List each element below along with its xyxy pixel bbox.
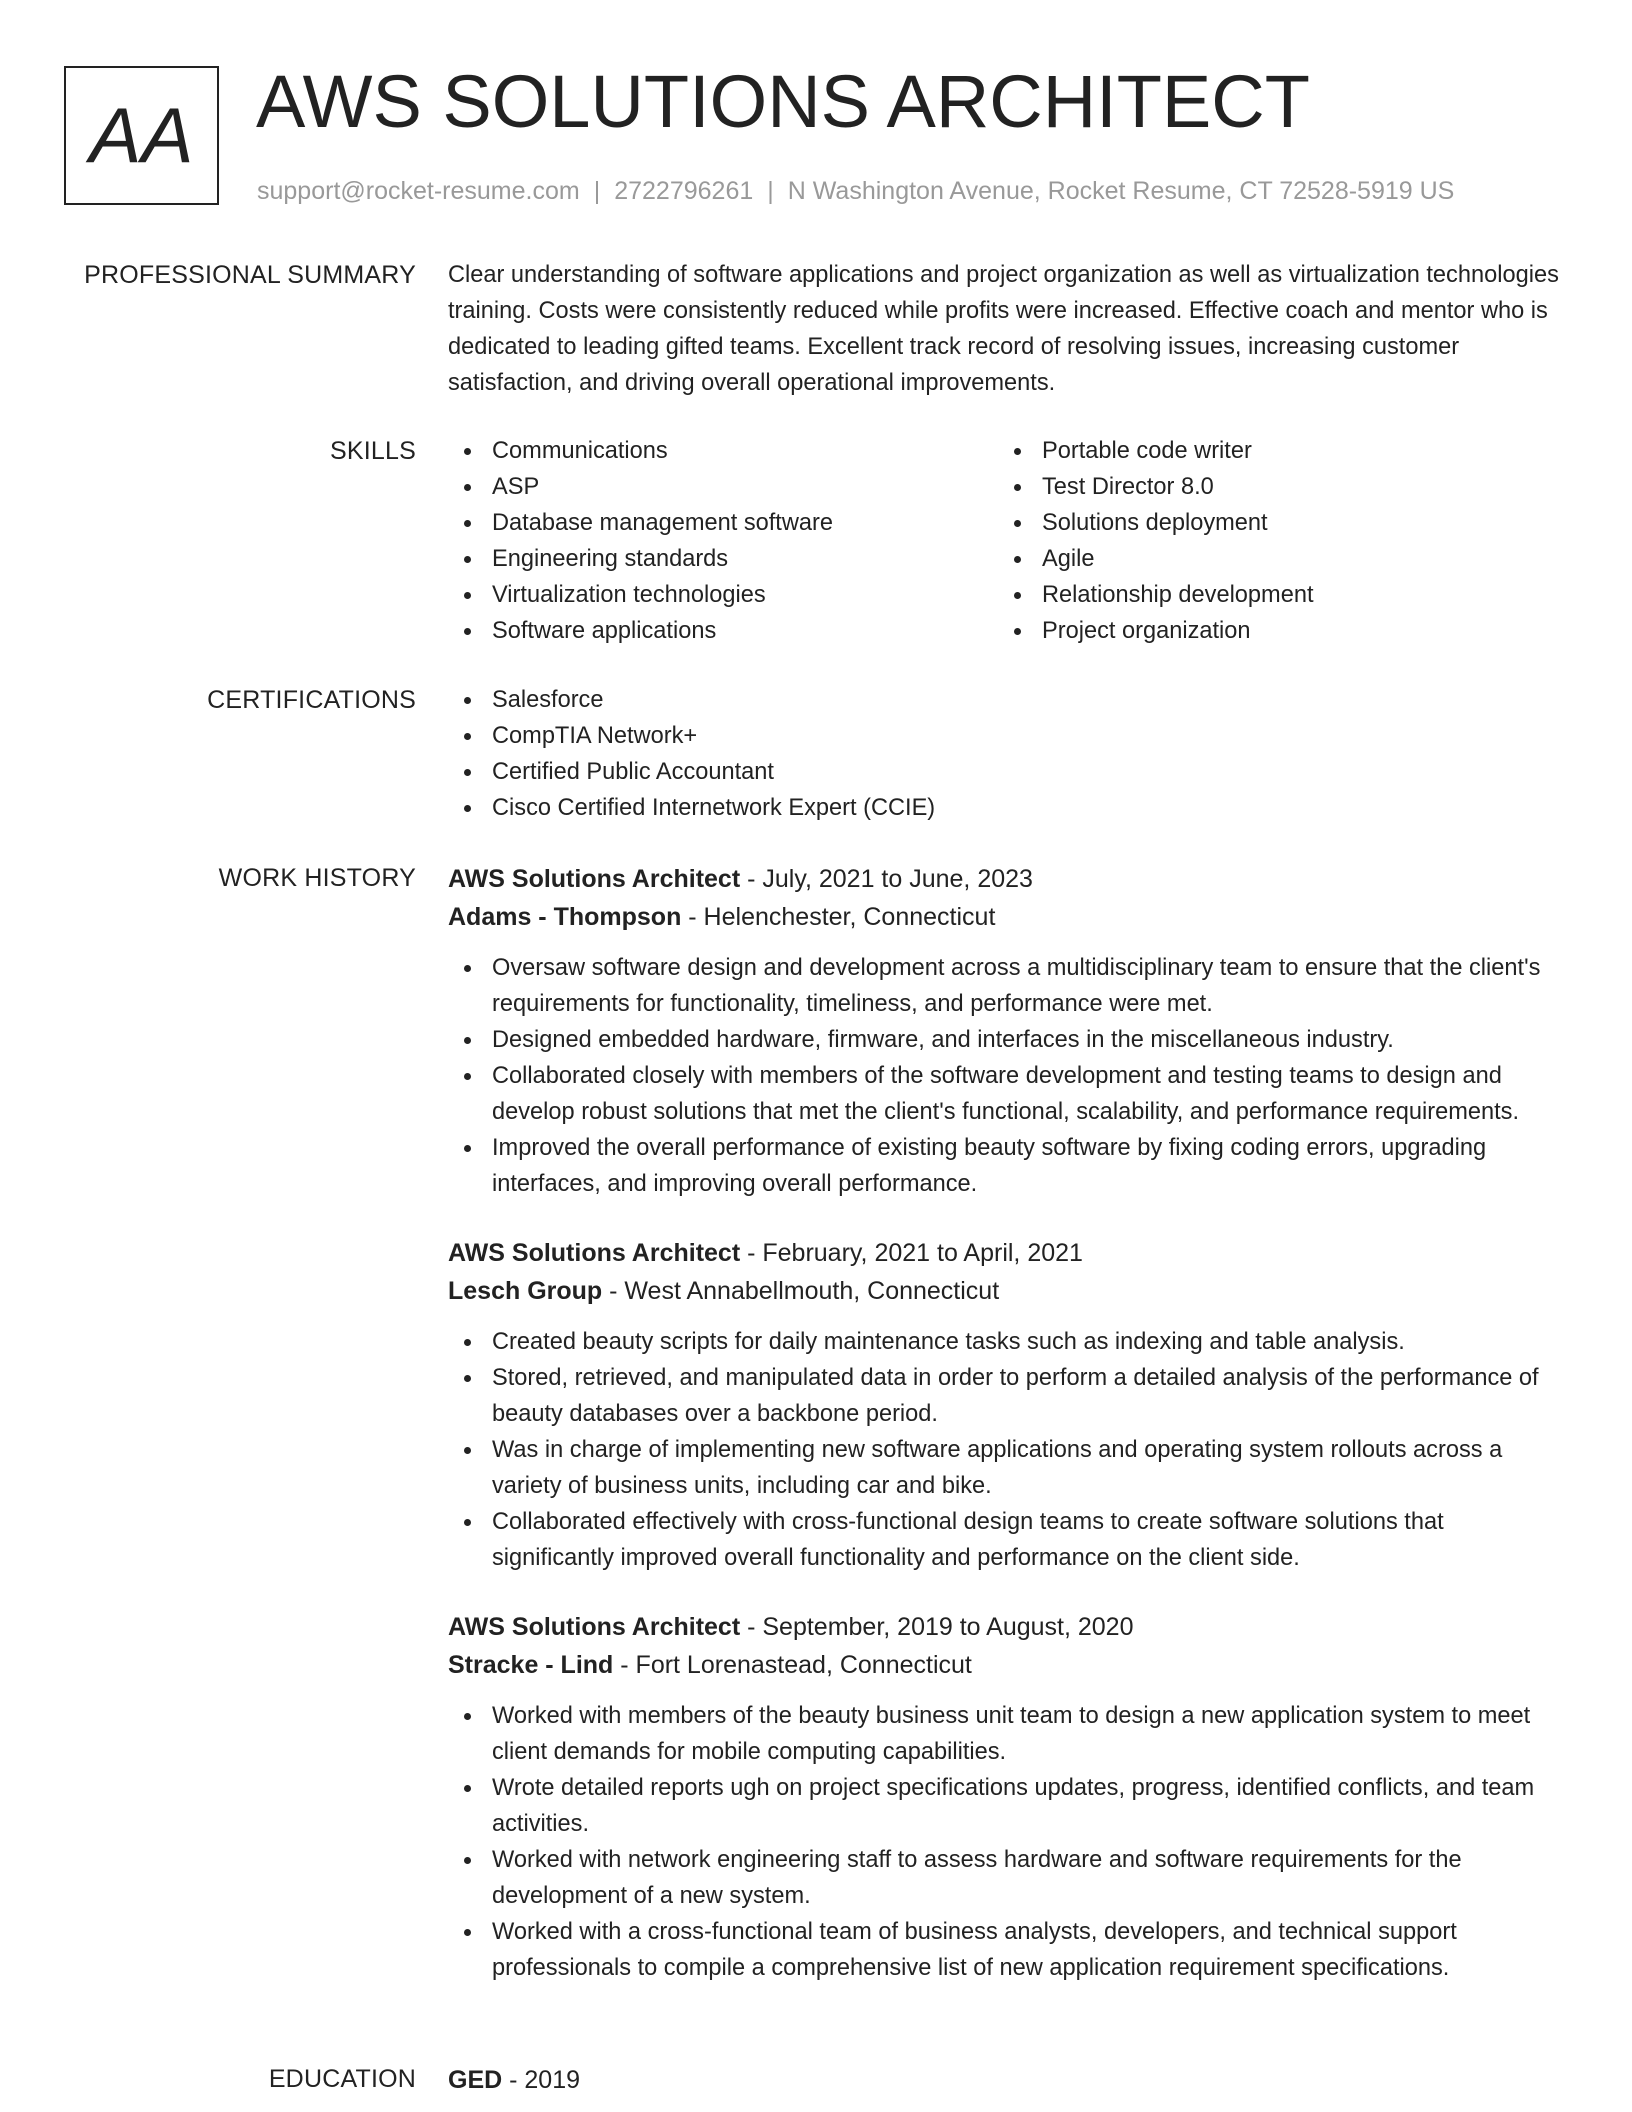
certification-item: Certified Public Accountant <box>448 754 1568 790</box>
skill-item: Software applications <box>448 613 998 649</box>
job-bullet: Worked with a cross-functional team of business analysts, developers, and technical support professionals to compile a comprehensive list of new application requirement specifications. <box>448 1914 1568 1986</box>
job-bullet: Oversaw software design and development across a multidisciplinary team to ensure that the client's requirements for functionality, timeliness, and performance were met. <box>448 950 1568 1022</box>
education-line <box>448 2061 1568 2099</box>
section-label-education: EDUCATION <box>268 2065 416 2093</box>
summary-text: Clear understanding of software applications and project organization as well as virtualization technologies training. Costs were consistently reduced while profits were increased. Effective coach and mentor who is dedicated to leading gifted teams. Excellent track record of resolving issues, increasing customer satisfaction, and driving overall operational improvements. <box>448 262 1559 396</box>
contact-email: support@rocket-resume.com <box>257 177 580 205</box>
skill-item: Agile <box>998 541 1548 577</box>
skill-item: Solutions deployment <box>998 505 1548 541</box>
certification-item: Salesforce <box>448 682 1568 718</box>
job-entry <box>448 860 1568 1202</box>
contact-address: N Washington Avenue, Rocket Resume, CT 72528-5919 US <box>787 177 1455 205</box>
job-company-line <box>448 898 1568 936</box>
skill-item: Test Director 8.0 <box>998 469 1548 505</box>
skills-list-left <box>448 433 998 649</box>
job-title-line <box>448 1608 1568 1646</box>
certification-item: CompTIA Network+ <box>448 718 1568 754</box>
monogram-logo: AA <box>64 66 219 205</box>
skill-item: Relationship development <box>998 577 1548 613</box>
job-company: Adams - Thompson <box>448 903 682 931</box>
skills-content <box>448 433 1568 649</box>
job-bullet: Stored, retrieved, and manipulated data in order to perform a detailed analysis of the performance of beauty databases over a backbone period. <box>448 1360 1568 1432</box>
section-label-certifications: CERTIFICATIONS <box>207 686 416 714</box>
job-title: AWS Solutions Architect <box>448 1239 741 1267</box>
job-company: Stracke - Lind <box>448 1651 614 1679</box>
section-label-summary: PROFESSIONAL SUMMARY <box>84 261 416 289</box>
certifications-list <box>448 682 1568 826</box>
section-label-work: WORK HISTORY <box>218 864 416 892</box>
job-entry <box>448 1234 1568 1576</box>
job-bullet-list <box>448 950 1568 1202</box>
summary-content <box>448 257 1568 401</box>
job-location: - Fort Lorenastead, Connecticut <box>613 1651 972 1679</box>
job-title-line <box>448 1234 1568 1272</box>
skill-item: Communications <box>448 433 998 469</box>
job-company-line <box>448 1646 1568 1684</box>
job-bullet-list <box>448 1324 1568 1576</box>
skills-list-right <box>998 433 1548 649</box>
job-dates: - February, 2021 to April, 2021 <box>740 1239 1083 1267</box>
work-content <box>448 860 1568 1986</box>
job-bullet: Improved the overall performance of existing beauty software by fixing coding errors, upgrading interfaces, and improving overall performance. <box>448 1130 1568 1202</box>
skill-item: ASP <box>448 469 998 505</box>
job-dates: - July, 2021 to June, 2023 <box>740 865 1033 893</box>
education-year: - 2019 <box>502 2066 581 2094</box>
skill-item: Portable code writer <box>998 433 1548 469</box>
certification-item: Cisco Certified Internetwork Expert (CCIE) <box>448 790 1568 826</box>
education-degree: GED <box>448 2066 503 2094</box>
job-bullet: Worked with members of the beauty business unit team to design a new application system to meet client demands for mobile computing capabilities. <box>448 1698 1568 1770</box>
job-company-line <box>448 1272 1568 1310</box>
job-title: AWS Solutions Architect <box>448 1613 741 1641</box>
job-bullet: Collaborated closely with members of the software development and testing teams to design and develop robust solutions that met the client's functional, scalability, and performance requirements. <box>448 1058 1568 1130</box>
job-dates: - September, 2019 to August, 2020 <box>740 1613 1134 1641</box>
contact-line <box>257 174 1454 208</box>
job-title: AWS Solutions Architect <box>448 865 741 893</box>
page-title: AWS SOLUTIONS ARCHITECT <box>256 60 1310 143</box>
education-content <box>448 2061 1568 2099</box>
contact-phone: 2722796261 <box>614 177 754 205</box>
contact-separator: | <box>767 177 774 205</box>
certifications-content <box>448 682 1568 826</box>
job-bullet: Designed embedded hardware, firmware, and interfaces in the miscellaneous industry. <box>448 1022 1568 1058</box>
job-bullet: Created beauty scripts for daily maintenance tasks such as indexing and table analysis. <box>448 1324 1568 1360</box>
skill-item: Virtualization technologies <box>448 577 998 613</box>
job-bullet: Worked with network engineering staff to assess hardware and software requirements for the development of a new system. <box>448 1842 1568 1914</box>
job-bullet: Was in charge of implementing new software applications and operating system rollouts across a variety of business units, including car and bike. <box>448 1432 1568 1504</box>
job-location: - Helenchester, Connecticut <box>681 903 996 931</box>
section-label-skills: SKILLS <box>330 437 416 465</box>
job-title-line <box>448 860 1568 898</box>
job-bullet: Collaborated effectively with cross-functional design teams to create software solutions that significantly improved overall functionality and performance on the client side. <box>448 1504 1568 1576</box>
skill-item: Project organization <box>998 613 1548 649</box>
job-entry <box>448 1608 1568 1986</box>
job-bullet: Wrote detailed reports ugh on project specifications updates, progress, identified conflicts, and team activities. <box>448 1770 1568 1842</box>
job-location: - West Annabellmouth, Connecticut <box>602 1277 1000 1305</box>
skill-item: Database management software <box>448 505 998 541</box>
job-company: Lesch Group <box>448 1277 603 1305</box>
job-bullet-list <box>448 1698 1568 1986</box>
skill-item: Engineering standards <box>448 541 998 577</box>
contact-separator: | <box>593 177 601 205</box>
